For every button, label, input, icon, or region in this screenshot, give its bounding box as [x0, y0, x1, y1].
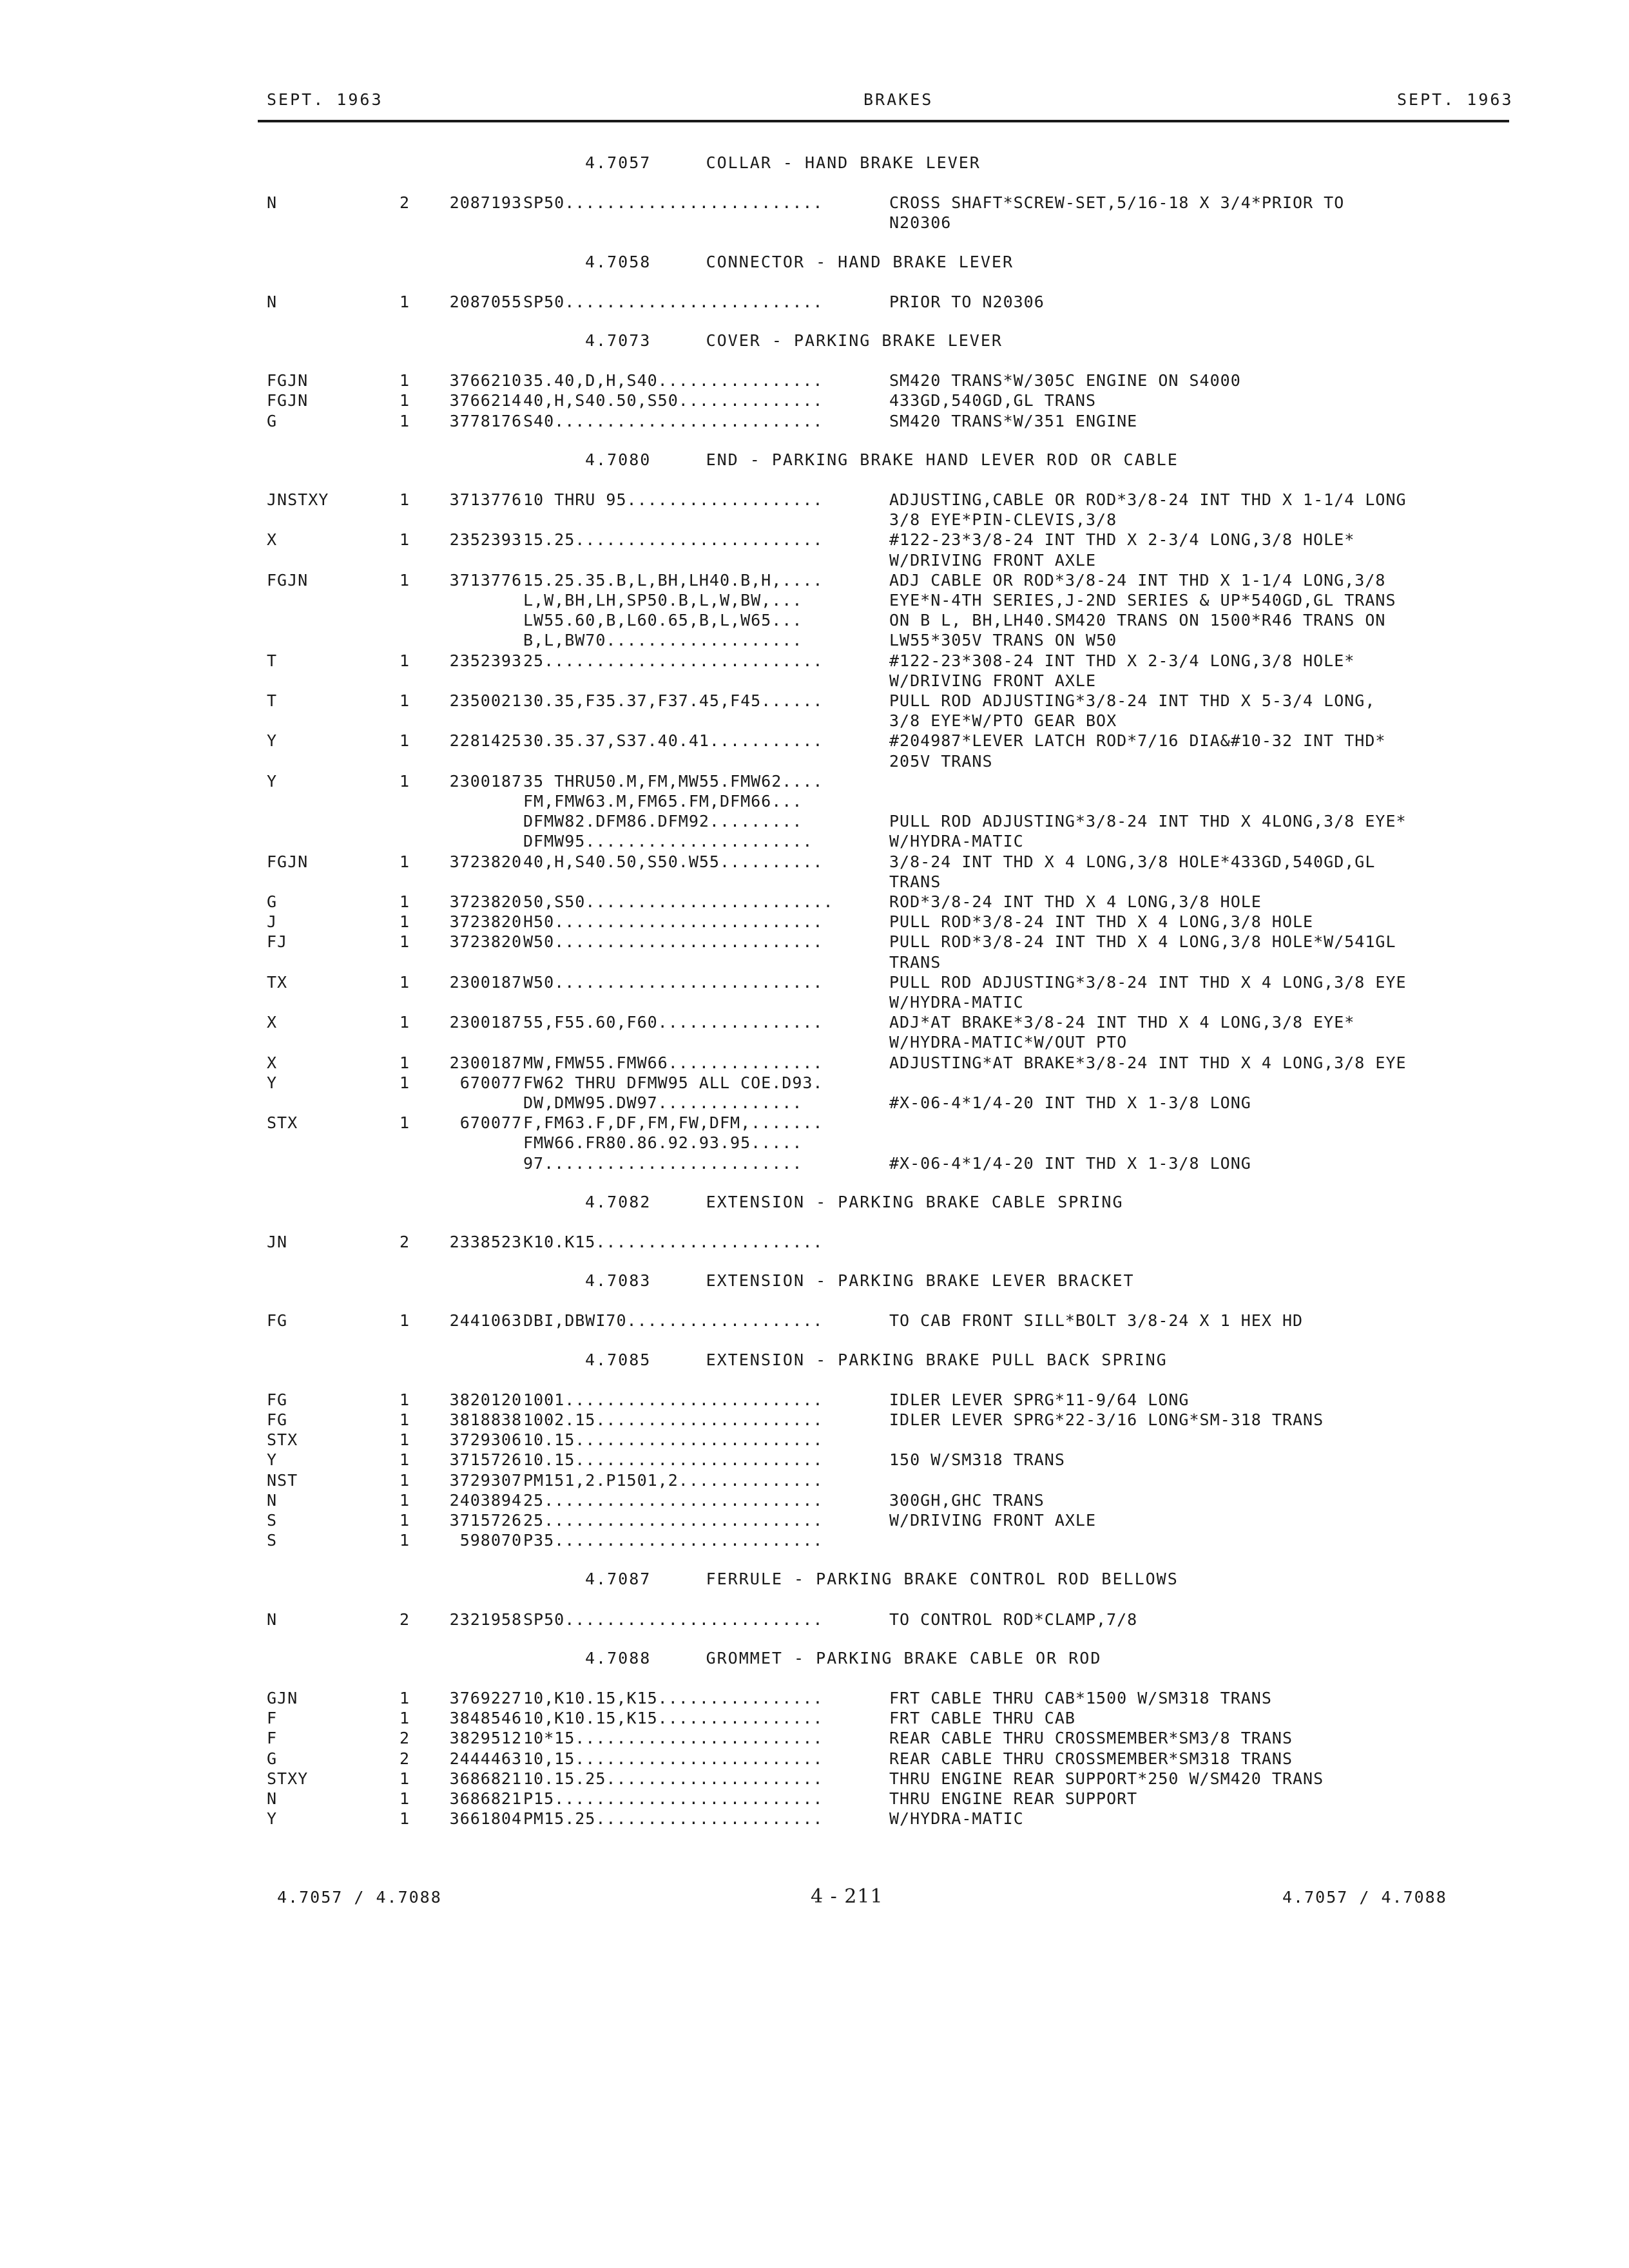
part-description: THRU ENGINE REAR SUPPORT: [889, 1789, 1138, 1808]
model-applicability: 25...........................: [523, 651, 824, 670]
quantity: 1: [400, 1531, 410, 1550]
model-code: N: [267, 1491, 278, 1510]
model-applicability: 15.25.35.B,L,BH,LH40.B,H,....: [523, 571, 824, 590]
quantity: 1: [400, 1430, 410, 1449]
model-code: FGJN: [267, 371, 309, 390]
model-code: FGJN: [267, 571, 309, 590]
model-code: TX: [267, 973, 288, 992]
model-applicability: B,L,BW70...................: [523, 631, 803, 649]
part-number: 3729307: [449, 1471, 522, 1490]
model-applicability: K10.K15......................: [523, 1233, 824, 1251]
model-code: N: [267, 293, 278, 311]
part-description: #204987*LEVER LATCH ROD*7/16 DIA&#10-32 INT THD*: [889, 731, 1386, 750]
part-description: SM420 TRANS*W/305C ENGINE ON S4000: [889, 371, 1241, 390]
model-applicability: DFMW95......................: [523, 832, 813, 850]
model-applicability: S40..........................: [523, 412, 824, 430]
quantity: 1: [400, 731, 410, 750]
model-code: FGJN: [267, 852, 309, 871]
part-number: 2087193: [449, 193, 522, 212]
part-number: 3713776: [449, 571, 522, 590]
part-number: 3769227: [449, 1689, 522, 1707]
part-description: 433GD,540GD,GL TRANS: [889, 391, 1097, 410]
part-description: TO CAB FRONT SILL*BOLT 3/8-24 X 1 HEX HD: [889, 1311, 1304, 1330]
model-code: J: [267, 912, 278, 931]
model-code: JNSTXY: [267, 490, 329, 509]
model-applicability: 10.15........................: [523, 1450, 824, 1469]
part-description: PRIOR TO N20306: [889, 293, 1045, 311]
part-description: #122-23*308-24 INT THD X 2-3/4 LONG,3/8 HOLE*: [889, 651, 1355, 670]
part-number: 2300187: [449, 772, 522, 791]
model-applicability: DFMW82.DFM86.DFM92.........: [523, 812, 803, 831]
part-number: 2300187: [449, 1013, 522, 1032]
model-code: F: [267, 1709, 278, 1727]
part-description: LW55*305V TRANS ON W50: [889, 631, 1117, 649]
header-date-right: SEPT. 1963: [1397, 90, 1514, 109]
part-description: TRANS: [889, 872, 941, 891]
model-code: F: [267, 1729, 278, 1747]
part-number: 3829512: [449, 1729, 522, 1747]
part-number: 3729306: [449, 1430, 522, 1449]
model-code: S: [267, 1511, 278, 1530]
quantity: 1: [400, 932, 410, 951]
part-number: 3778176: [449, 412, 522, 430]
model-applicability: L,W,BH,LH,SP50.B,L,W,BW,...: [523, 591, 803, 610]
part-number: 2281425: [449, 731, 522, 750]
model-applicability: 40,H,S40.50,S50..............: [523, 391, 824, 410]
section-title: 4.7085 EXTENSION - PARKING BRAKE PULL BACK SPRING: [585, 1350, 1168, 1369]
part-description: PULL ROD ADJUSTING*3/8-24 INT THD X 5-3/4 LONG,: [889, 691, 1376, 710]
model-applicability: 97.........................: [523, 1154, 803, 1173]
quantity: 1: [400, 651, 410, 670]
part-number: 3848546: [449, 1709, 522, 1727]
part-description: PULL ROD*3/8-24 INT THD X 4 LONG,3/8 HOLE: [889, 912, 1314, 931]
part-description: CROSS SHAFT*SCREW-SET,5/16-18 X 3/4*PRIOR TO: [889, 193, 1345, 212]
model-applicability: 1001.........................: [523, 1390, 824, 1409]
header-date-left: SEPT. 1963: [267, 90, 383, 109]
model-code: STX: [267, 1430, 298, 1449]
quantity: 1: [400, 412, 410, 430]
part-description: W/HYDRA-MATIC: [889, 832, 1024, 850]
part-number: 670077: [459, 1113, 522, 1132]
quantity: 1: [400, 1709, 410, 1727]
quantity: 2: [400, 1610, 410, 1629]
model-applicability: 10,K10.15,K15................: [523, 1709, 824, 1727]
model-applicability: SP50.........................: [523, 193, 824, 212]
part-number: 2350021: [449, 691, 522, 710]
part-number: 2087055: [449, 293, 522, 311]
quantity: 1: [400, 1390, 410, 1409]
part-number: 3686821: [449, 1769, 522, 1788]
quantity: 1: [400, 530, 410, 549]
model-applicability: P15..........................: [523, 1789, 824, 1808]
quantity: 1: [400, 571, 410, 590]
model-code: G: [267, 892, 278, 911]
part-description: PULL ROD*3/8-24 INT THD X 4 LONG,3/8 HOLE*W/541GL: [889, 932, 1396, 951]
model-code: S: [267, 1531, 278, 1550]
part-number: 2403894: [449, 1491, 522, 1510]
part-description: N20306: [889, 213, 952, 232]
footer-range-left: 4.7057 / 4.7088: [277, 1888, 442, 1907]
model-applicability: FM,FMW63.M,FM65.FM,DFM66...: [523, 792, 803, 811]
model-code: Y: [267, 1809, 278, 1828]
part-description: SM420 TRANS*W/351 ENGINE: [889, 412, 1138, 430]
quantity: 2: [400, 193, 410, 212]
model-code: X: [267, 1013, 278, 1032]
part-description: 150 W/SM318 TRANS: [889, 1450, 1065, 1469]
part-description: ADJ CABLE OR ROD*3/8-24 INT THD X 1-1/4 LONG,3/8: [889, 571, 1386, 590]
part-number: 3723820: [449, 892, 522, 911]
part-number: 2352393: [449, 651, 522, 670]
model-applicability: F,FM63.F,DF,FM,FW,DFM,.......: [523, 1113, 824, 1132]
part-number: 598070: [459, 1531, 522, 1550]
quantity: 1: [400, 1689, 410, 1707]
model-code: G: [267, 1749, 278, 1768]
quantity: 2: [400, 1233, 410, 1251]
model-applicability: 50,S50........................: [523, 892, 834, 911]
model-applicability: 55,F55.60,F60................: [523, 1013, 824, 1032]
model-applicability: LW55.60,B,L60.65,B,L,W65...: [523, 611, 803, 629]
model-code: FG: [267, 1311, 288, 1330]
part-number: 3766210: [449, 371, 522, 390]
model-code: FGJN: [267, 391, 309, 410]
part-description: PULL ROD ADJUSTING*3/8-24 INT THD X 4LONG,3/8 EYE*: [889, 812, 1407, 831]
quantity: 1: [400, 912, 410, 931]
part-description: IDLER LEVER SPRG*11-9/64 LONG: [889, 1390, 1190, 1409]
page-number: 4 - 211: [811, 1885, 883, 1908]
model-code: Y: [267, 1073, 278, 1092]
header-title: BRAKES: [863, 90, 934, 109]
part-description: 3/8 EYE*PIN-CLEVIS,3/8: [889, 510, 1117, 529]
model-code: FG: [267, 1390, 288, 1409]
part-number: 2441063: [449, 1311, 522, 1330]
part-description: W/HYDRA-MATIC: [889, 1809, 1024, 1828]
part-number: 3723820: [449, 912, 522, 931]
part-description: ON B L, BH,LH40.SM420 TRANS ON 1500*R46 TRANS ON: [889, 611, 1386, 629]
model-code: FG: [267, 1410, 288, 1429]
quantity: 2: [400, 1729, 410, 1747]
part-number: 3661804: [449, 1809, 522, 1828]
quantity: 1: [400, 391, 410, 410]
model-code: N: [267, 1789, 278, 1808]
model-applicability: 10.15........................: [523, 1430, 824, 1449]
section-title: 4.7058 CONNECTOR - HAND BRAKE LEVER: [585, 253, 1014, 271]
part-description: 3/8-24 INT THD X 4 LONG,3/8 HOLE*433GD,540GD,GL: [889, 852, 1376, 871]
part-number: 3766214: [449, 391, 522, 410]
part-number: 3715726: [449, 1450, 522, 1469]
section-title: 4.7080 END - PARKING BRAKE HAND LEVER ROD OR CABLE: [585, 450, 1179, 469]
quantity: 1: [400, 490, 410, 509]
section-title: 4.7087 FERRULE - PARKING BRAKE CONTROL ROD BELLOWS: [585, 1570, 1179, 1588]
quantity: 2: [400, 1749, 410, 1768]
quantity: 1: [400, 1410, 410, 1429]
model-applicability: 25...........................: [523, 1491, 824, 1510]
model-code: Y: [267, 731, 278, 750]
model-applicability: PM151,2.P1501,2..............: [523, 1471, 824, 1490]
part-number: 670077: [459, 1073, 522, 1092]
part-description: 300GH,GHC TRANS: [889, 1491, 1045, 1510]
model-code: N: [267, 1610, 278, 1629]
quantity: 1: [400, 852, 410, 871]
part-description: 3/8 EYE*W/PTO GEAR BOX: [889, 711, 1117, 730]
model-applicability: MW,FMW55.FMW66...............: [523, 1053, 824, 1072]
quantity: 1: [400, 973, 410, 992]
section-title: 4.7073 COVER - PARKING BRAKE LEVER: [585, 331, 1003, 350]
section-title: 4.7083 EXTENSION - PARKING BRAKE LEVER BRACKET: [585, 1271, 1135, 1290]
part-number: 2352393: [449, 530, 522, 549]
part-number: 2300187: [449, 1053, 522, 1072]
model-applicability: 30.35,F35.37,F37.45,F45......: [523, 691, 824, 710]
model-applicability: SP50.........................: [523, 1610, 824, 1629]
model-applicability: 30.35.37,S37.40.41...........: [523, 731, 824, 750]
part-number: 2444463: [449, 1749, 522, 1768]
model-applicability: FMW66.FR80.86.92.93.95.....: [523, 1133, 803, 1152]
part-description: W/DRIVING FRONT AXLE: [889, 671, 1097, 690]
part-description: ADJUSTING,CABLE OR ROD*3/8-24 INT THD X 1-1/4 LONG: [889, 490, 1407, 509]
part-description: THRU ENGINE REAR SUPPORT*250 W/SM420 TRANS: [889, 1769, 1324, 1788]
quantity: 1: [400, 1809, 410, 1828]
model-code: NST: [267, 1471, 298, 1490]
quantity: 1: [400, 1769, 410, 1788]
model-code: X: [267, 1053, 278, 1072]
quantity: 1: [400, 1789, 410, 1808]
part-description: #X-06-4*1/4-20 INT THD X 1-3/8 LONG: [889, 1093, 1251, 1112]
part-number: 3713776: [449, 490, 522, 509]
quantity: 1: [400, 1511, 410, 1530]
quantity: 1: [400, 293, 410, 311]
part-number: 3820120: [449, 1390, 522, 1409]
part-number: 2300187: [449, 973, 522, 992]
section-title: 4.7057 COLLAR - HAND BRAKE LEVER: [585, 153, 981, 172]
model-applicability: H50..........................: [523, 912, 824, 931]
section-title: 4.7088 GROMMET - PARKING BRAKE CABLE OR ROD: [585, 1649, 1102, 1667]
part-description: TRANS: [889, 953, 941, 972]
model-applicability: 15.25........................: [523, 530, 824, 549]
header-rule: [258, 120, 1509, 122]
part-description: ROD*3/8-24 INT THD X 4 LONG,3/8 HOLE: [889, 892, 1262, 911]
model-applicability: SP50.........................: [523, 293, 824, 311]
part-description: FRT CABLE THRU CAB*1500 W/SM318 TRANS: [889, 1689, 1272, 1707]
part-description: W/HYDRA-MATIC: [889, 993, 1024, 1012]
quantity: 1: [400, 1053, 410, 1072]
part-description: W/DRIVING FRONT AXLE: [889, 551, 1097, 570]
part-description: ADJUSTING*AT BRAKE*3/8-24 INT THD X 4 LONG,3/8 EYE: [889, 1053, 1407, 1072]
part-description: IDLER LEVER SPRG*22-3/16 LONG*SM-318 TRANS: [889, 1410, 1324, 1429]
part-description: 205V TRANS: [889, 752, 993, 771]
part-description: W/HYDRA-MATIC*W/OUT PTO: [889, 1033, 1128, 1052]
model-applicability: 1002.15......................: [523, 1410, 824, 1429]
model-applicability: W50..........................: [523, 973, 824, 992]
quantity: 1: [400, 1471, 410, 1490]
part-number: 2321958: [449, 1610, 522, 1629]
part-description: #122-23*3/8-24 INT THD X 2-3/4 LONG,3/8 HOLE*: [889, 530, 1355, 549]
part-number: 3818838: [449, 1410, 522, 1429]
model-applicability: 10*15........................: [523, 1729, 824, 1747]
part-description: W/DRIVING FRONT AXLE: [889, 1511, 1097, 1530]
model-applicability: 25...........................: [523, 1511, 824, 1530]
part-number: 2338523: [449, 1233, 522, 1251]
part-description: ADJ*AT BRAKE*3/8-24 INT THD X 4 LONG,3/8 EYE*: [889, 1013, 1355, 1032]
part-number: 3715726: [449, 1511, 522, 1530]
model-code: Y: [267, 1450, 278, 1469]
model-code: JN: [267, 1233, 288, 1251]
part-description: PULL ROD ADJUSTING*3/8-24 INT THD X 4 LONG,3/8 EYE: [889, 973, 1407, 992]
model-applicability: 10 THRU 95...................: [523, 490, 824, 509]
model-applicability: 10,15........................: [523, 1749, 824, 1768]
model-applicability: P35..........................: [523, 1531, 824, 1550]
quantity: 1: [400, 772, 410, 791]
quantity: 1: [400, 892, 410, 911]
model-applicability: 10,K10.15,K15................: [523, 1689, 824, 1707]
quantity: 1: [400, 1073, 410, 1092]
part-description: FRT CABLE THRU CAB: [889, 1709, 1075, 1727]
model-applicability: DW,DMW95.DW97..............: [523, 1093, 803, 1112]
part-description: TO CONTROL ROD*CLAMP,7/8: [889, 1610, 1138, 1629]
model-applicability: DBI,DBWI70...................: [523, 1311, 824, 1330]
model-code: T: [267, 651, 278, 670]
quantity: 1: [400, 371, 410, 390]
model-applicability: 35 THRU50.M,FM,MW55.FMW62....: [523, 772, 824, 791]
model-applicability: 35.40,D,H,S40................: [523, 371, 824, 390]
quantity: 1: [400, 691, 410, 710]
quantity: 1: [400, 1113, 410, 1132]
model-applicability: PM15.25......................: [523, 1809, 824, 1828]
part-number: 3686821: [449, 1789, 522, 1808]
model-code: G: [267, 412, 278, 430]
model-applicability: 10.15.25.....................: [523, 1769, 824, 1788]
model-code: X: [267, 530, 278, 549]
model-code: STXY: [267, 1769, 309, 1788]
section-title: 4.7082 EXTENSION - PARKING BRAKE CABLE SPRING: [585, 1193, 1124, 1211]
quantity: 1: [400, 1311, 410, 1330]
part-number: 3723820: [449, 852, 522, 871]
model-code: N: [267, 193, 278, 212]
model-code: FJ: [267, 932, 288, 951]
model-code: STX: [267, 1113, 298, 1132]
model-applicability: W50..........................: [523, 932, 824, 951]
model-applicability: FW62 THRU DFMW95 ALL COE.D93.: [523, 1073, 824, 1092]
quantity: 1: [400, 1450, 410, 1469]
part-description: REAR CABLE THRU CROSSMEMBER*SM3/8 TRANS: [889, 1729, 1293, 1747]
part-description: EYE*N-4TH SERIES,J-2ND SERIES & UP*540GD,GL TRANS: [889, 591, 1396, 610]
model-code: T: [267, 691, 278, 710]
model-code: Y: [267, 772, 278, 791]
quantity: 1: [400, 1491, 410, 1510]
model-applicability: 40,H,S40.50,S50.W55..........: [523, 852, 824, 871]
model-code: GJN: [267, 1689, 298, 1707]
part-description: #X-06-4*1/4-20 INT THD X 1-3/8 LONG: [889, 1154, 1251, 1173]
quantity: 1: [400, 1013, 410, 1032]
part-number: 3723820: [449, 932, 522, 951]
part-description: REAR CABLE THRU CROSSMEMBER*SM318 TRANS: [889, 1749, 1293, 1768]
footer-range-right: 4.7057 / 4.7088: [1282, 1888, 1447, 1907]
